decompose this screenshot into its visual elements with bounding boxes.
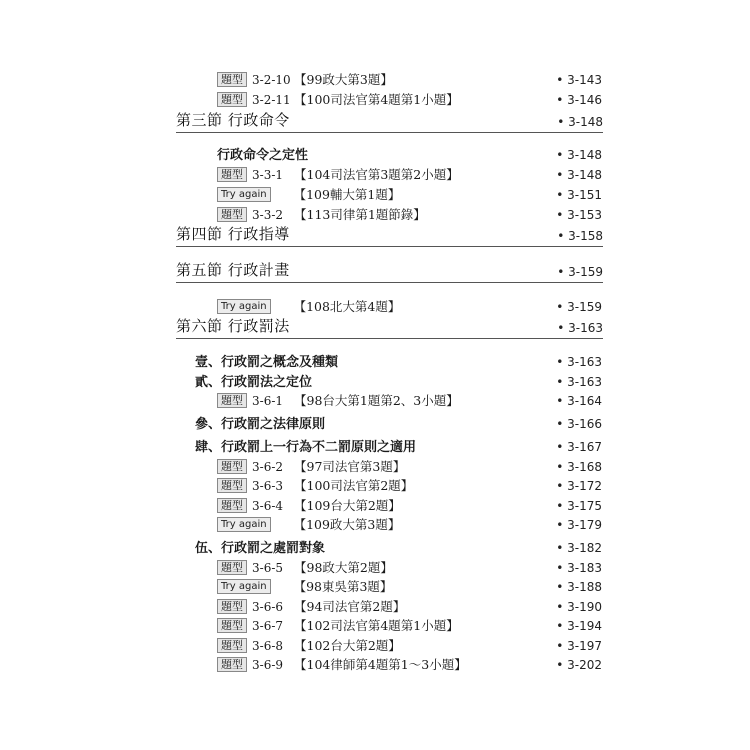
toc-heading-row[interactable] xyxy=(195,372,602,392)
try-again-badge: Try again xyxy=(217,299,271,314)
toc-heading-row[interactable] xyxy=(217,145,602,165)
problem-title: 【109政大第3題】 xyxy=(293,517,401,532)
problem-title: 【104律師第4題第1～3小題】 xyxy=(294,657,467,672)
toc-problem-row[interactable] xyxy=(217,515,602,535)
problem-title: 【98台大第1題第2、3小題】 xyxy=(294,393,459,408)
toc-problem-row[interactable] xyxy=(217,655,602,675)
toc-problem-row[interactable] xyxy=(217,185,602,205)
heading-title: 行政命令之定性 xyxy=(217,148,309,163)
page-number: • 3-194 xyxy=(556,619,602,633)
page-number: • 3-163 xyxy=(556,375,602,389)
try-again-badge: Try again xyxy=(217,517,271,532)
page-number: • 3-179 xyxy=(556,518,602,532)
problem-type-badge: 題型 xyxy=(217,72,247,87)
problem-code: 3-6-5 xyxy=(252,561,284,575)
page-number: • 3-182 xyxy=(556,541,602,555)
toc-problem-row[interactable] xyxy=(217,165,602,185)
problem-code: 3-6-9 xyxy=(252,658,284,672)
problem-code: 3-6-2 xyxy=(252,460,284,474)
problem-title: 【102台大第2題】 xyxy=(294,638,401,653)
problem-type-badge: 題型 xyxy=(217,207,247,222)
problem-title: 【102司法官第4題第1小題】 xyxy=(294,618,459,633)
problem-type-badge: 題型 xyxy=(217,498,247,513)
page-number: • 3-148 xyxy=(557,115,603,129)
heading-title: 參、行政罰之法律原則 xyxy=(195,417,326,432)
problem-type-badge: 題型 xyxy=(217,638,247,653)
section-title: 第四節 行政指導 xyxy=(176,225,290,243)
toc-heading-row[interactable] xyxy=(195,414,602,434)
heading-title: 肆、行政罰上一行為不二罰原則之適用 xyxy=(195,440,417,455)
problem-title: 【98政大第2題】 xyxy=(294,560,393,575)
toc-problem-row[interactable] xyxy=(217,496,602,516)
page-number: • 3-166 xyxy=(556,417,602,431)
page-number: • 3-164 xyxy=(556,394,602,408)
toc-heading-row[interactable] xyxy=(195,352,602,372)
heading-title: 壹、行政罰之概念及種類 xyxy=(195,355,339,370)
section-title: 第五節 行政計畫 xyxy=(176,261,290,279)
page-number: • 3-183 xyxy=(556,561,602,575)
page-number: • 3-175 xyxy=(556,499,602,513)
page-number: • 3-159 xyxy=(556,300,602,314)
problem-code: 3-2-10 xyxy=(252,73,291,87)
problem-title: 【100司法官第2題】 xyxy=(294,478,414,493)
page-number: • 3-148 xyxy=(556,148,602,162)
problem-title: 【104司法官第3題第2小題】 xyxy=(294,167,459,182)
toc-problem-row[interactable] xyxy=(217,577,602,597)
toc-section-row[interactable] xyxy=(176,316,603,339)
page-number: • 3-188 xyxy=(556,580,602,594)
page-number: • 3-168 xyxy=(556,460,602,474)
toc-problem-row[interactable] xyxy=(217,476,602,496)
toc-problem-row[interactable] xyxy=(217,205,602,225)
heading-title: 伍、行政罰之處罰對象 xyxy=(195,541,326,556)
section-title: 第六節 行政罰法 xyxy=(176,317,290,335)
problem-code: 3-6-4 xyxy=(252,499,284,513)
toc-problem-row[interactable] xyxy=(217,636,602,656)
problem-code: 3-6-1 xyxy=(252,394,284,408)
toc-problem-row[interactable] xyxy=(217,391,602,411)
page-number: • 3-153 xyxy=(556,208,602,222)
problem-title: 【100司法官第4題第1小題】 xyxy=(294,92,459,107)
problem-code: 3-6-6 xyxy=(252,600,284,614)
section-title: 第三節 行政命令 xyxy=(176,111,290,129)
toc-problem-row[interactable] xyxy=(217,457,602,477)
page-number: • 3-163 xyxy=(557,321,603,335)
problem-type-badge: 題型 xyxy=(217,167,247,182)
problem-type-badge: 題型 xyxy=(217,478,247,493)
toc-problem-row[interactable] xyxy=(217,297,602,317)
page-number: • 3-163 xyxy=(556,355,602,369)
problem-type-badge: 題型 xyxy=(217,657,247,672)
toc-section-row[interactable] xyxy=(176,224,603,247)
page-number: • 3-197 xyxy=(556,639,602,653)
problem-title: 【97司法官第3題】 xyxy=(294,459,406,474)
problem-title: 【113司律第1題節錄】 xyxy=(294,207,426,222)
page-number: • 3-143 xyxy=(556,73,602,87)
problem-code: 3-6-7 xyxy=(252,619,284,633)
problem-type-badge: 題型 xyxy=(217,92,247,107)
toc-section-row[interactable] xyxy=(176,260,603,283)
problem-title: 【109輔大第1題】 xyxy=(293,187,401,202)
toc-problem-row[interactable] xyxy=(217,70,602,90)
page-number: • 3-190 xyxy=(556,600,602,614)
toc-section-row[interactable] xyxy=(176,110,603,133)
problem-title: 【94司法官第2題】 xyxy=(294,599,406,614)
page-number: • 3-158 xyxy=(557,229,603,243)
problem-type-badge: 題型 xyxy=(217,393,247,408)
toc-heading-row[interactable] xyxy=(195,538,602,558)
page-number: • 3-202 xyxy=(556,658,602,672)
heading-title: 貳、行政罰法之定位 xyxy=(195,375,313,390)
page-number: • 3-151 xyxy=(556,188,602,202)
problem-type-badge: 題型 xyxy=(217,618,247,633)
problem-code: 3-2-11 xyxy=(252,93,291,107)
problem-code: 3-3-1 xyxy=(252,168,284,182)
try-again-badge: Try again xyxy=(217,187,271,202)
toc-problem-row[interactable] xyxy=(217,597,602,617)
problem-code: 3-6-3 xyxy=(252,479,284,493)
problem-type-badge: 題型 xyxy=(217,560,247,575)
problem-title: 【108北大第4題】 xyxy=(293,299,401,314)
page-number: • 3-146 xyxy=(556,93,602,107)
problem-title: 【98東吳第3題】 xyxy=(293,579,393,594)
toc-heading-row[interactable] xyxy=(195,437,602,457)
toc-problem-row[interactable] xyxy=(217,616,602,636)
try-again-badge: Try again xyxy=(217,579,271,594)
problem-code: 3-3-2 xyxy=(252,208,284,222)
toc-problem-row[interactable] xyxy=(217,558,602,578)
page-number: • 3-172 xyxy=(556,479,602,493)
problem-title: 【109台大第2題】 xyxy=(294,498,401,513)
problem-code: 3-6-8 xyxy=(252,639,284,653)
problem-type-badge: 題型 xyxy=(217,459,247,474)
toc-problem-row[interactable] xyxy=(217,90,602,110)
problem-type-badge: 題型 xyxy=(217,599,247,614)
problem-title: 【99政大第3題】 xyxy=(294,72,393,87)
page-number: • 3-159 xyxy=(557,265,603,279)
page-number: • 3-167 xyxy=(556,440,602,454)
page-number: • 3-148 xyxy=(556,168,602,182)
